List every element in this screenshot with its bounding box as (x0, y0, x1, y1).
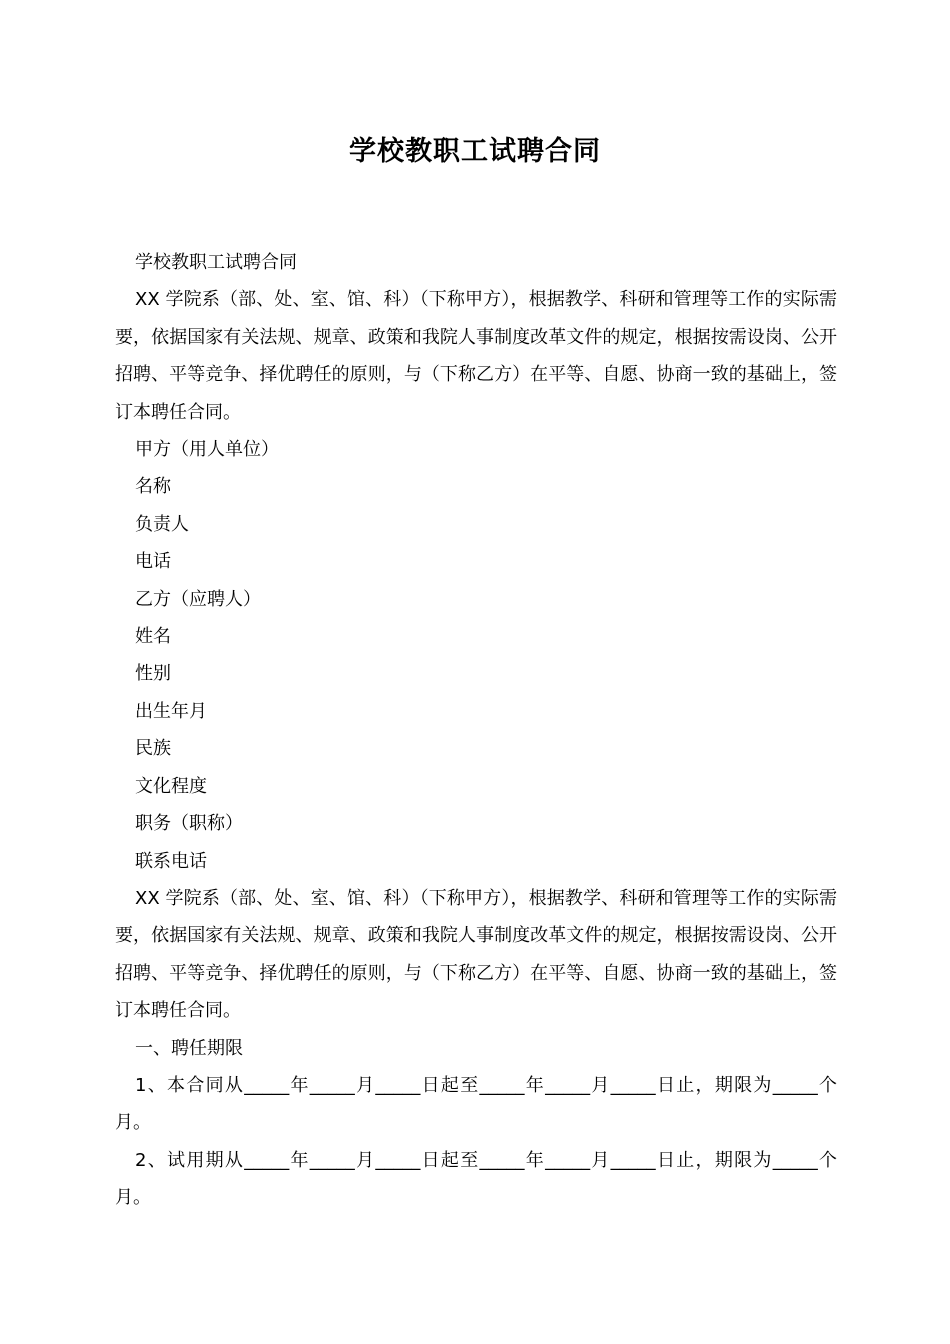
paragraph-preamble: XX 学院系（部、处、室、馆、科）（下称甲方），根据教学、科研和管理等工作的实际需要，依据国家有关法规、规章、政策和我院人事制度改革文件的规定，根据按需设岗、公开招聘、平等竞争、择优聘任的原则，与（下称乙方）在平等、自愿、协商一致的基础上，签订本聘任合同。 (115, 289, 837, 423)
clause-contract-period: 1、本合同从_____年_____月_____日起至_____年_____月_____日止，期限为_____个月。 (115, 1074, 837, 1134)
party-b-birth-label: 出生年月 (135, 700, 207, 722)
party-a-heading: 甲方（用人单位） (135, 439, 279, 461)
document-title: 学校教职工试聘合同 (349, 136, 601, 167)
party-b-gender-label: 性别 (135, 663, 171, 685)
party-a-representative-label: 负责人 (135, 513, 189, 535)
party-b-education-label: 文化程度 (135, 775, 207, 797)
paragraph-preamble-repeat: XX 学院系（部、处、室、馆、科）（下称甲方），根据教学、科研和管理等工作的实际需要，依据国家有关法规、规章、政策和我院人事制度改革文件的规定，根据按需设岗、公开招聘、平等竞争、择优聘任的原则，与（下称乙方）在平等、自愿、协商一致的基础上，签订本聘任合同。 (115, 887, 837, 1022)
clause-probation-period: 2、试用期从_____年_____月_____日起至_____年_____月_____日止，期限为_____个月。 (115, 1149, 837, 1209)
party-a-phone-label: 电话 (135, 551, 171, 573)
paragraph-heading: 学校教职工试聘合同 (135, 252, 297, 273)
party-b-name-label: 姓名 (135, 626, 171, 648)
party-b-ethnicity-label: 民族 (135, 738, 171, 760)
party-b-heading: 乙方（应聘人） (135, 588, 261, 610)
party-b-contact-label: 联系电话 (135, 850, 207, 872)
document-body (115, 244, 837, 1217)
party-a-name-label: 名称 (135, 476, 171, 498)
party-b-title-label: 职务（职称） (135, 813, 243, 835)
section-heading-term: 一、聘任期限 (135, 1037, 243, 1059)
